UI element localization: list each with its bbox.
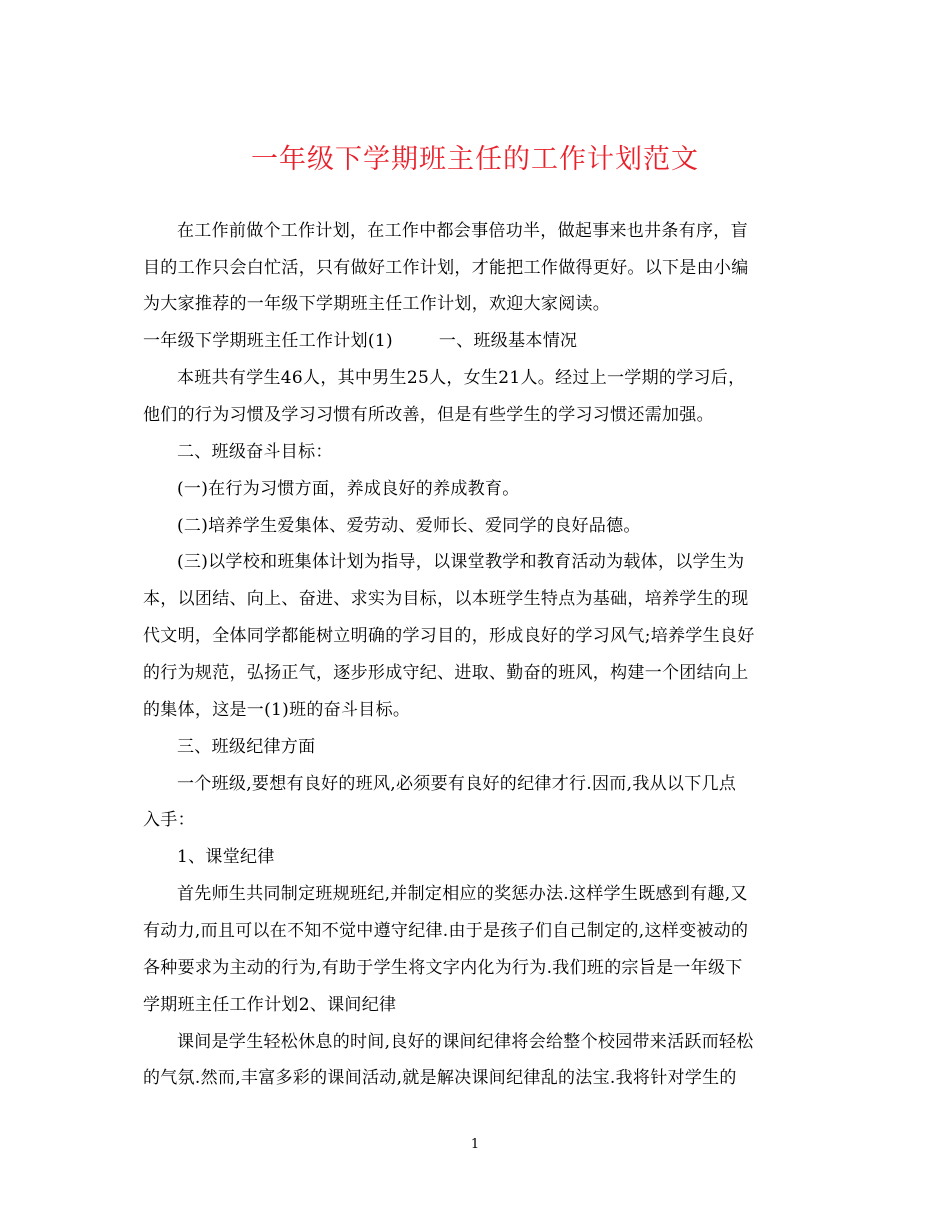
text-line: 的集体，这是一(1)班的奋斗目标。 — [143, 700, 411, 720]
text-line-heading — [143, 329, 577, 353]
text-line: 目的工作只会白忙活，只有做好工作计划，才能把工作做得更好。以下是由小编 — [143, 258, 749, 278]
section-heading: 1、课堂纪律 — [177, 847, 275, 867]
text-line: (一)在行为习惯方面，养成良好的养成教育。 — [177, 479, 520, 499]
section-heading: 三、班级纪律方面 — [177, 737, 316, 757]
text-line: 一个班级,要想有良好的班风,必须要有良好的纪律才行.因而,我从以下几点 — [177, 774, 737, 794]
text-line: 本，以团结、向上、奋进、求实为目标，以本班学生特点为基础，培养学生的现 — [143, 589, 749, 609]
plan-subtitle: 一年级下学期班主任工作计划(1) — [143, 331, 393, 351]
text-line: 在工作前做个工作计划，在工作中都会事倍功半，做起事来也井条有序，盲 — [177, 221, 748, 241]
text-line: 各种要求为主动的行为,有助于学生将文字内化为行为.我们班的宗旨是一年级下 — [143, 958, 743, 978]
text-line: 本班共有学生46人，其中男生25人，女生21人。经过上一学期的学习后， — [177, 368, 746, 388]
text-line: (三)以学校和班集体计划为指导，以课堂教学和教育活动为载体，以学生为 — [177, 552, 745, 572]
text-line: 课间是学生轻松休息的时间,良好的课间纪律将会给整个校园带来活跃而轻松 — [177, 1032, 754, 1052]
text-line: 他们的行为习惯及学习习惯有所改善，但是有些学生的学习习惯还需加强。 — [143, 405, 714, 425]
text-line: 代文明，全体同学都能树立明确的学习目的，形成良好的学习风气;培养学生良好 — [143, 626, 755, 646]
text-line: 首先师生共同制定班规班纪,并制定相应的奖惩办法.这样学生既感到有趣,又 — [177, 884, 748, 904]
document-title: 一年级下学期班主任的工作计划范文 — [251, 144, 699, 175]
text-line: (二)培养学生爱集体、爱劳动、爱师长、爱同学的良好品德。 — [177, 516, 641, 536]
section-heading: 二、班级奋斗目标： — [177, 442, 333, 462]
text-line: 的行为规范，弘扬正气，逐步形成守纪、进取、勤奋的班风，构建一个团结向上 — [143, 663, 749, 683]
page-number: 1 — [470, 1137, 480, 1152]
section-heading: 一、班级基本情况 — [438, 331, 578, 351]
text-line: 学期班主任工作计划2、课间纪律 — [143, 995, 397, 1015]
text-line: 的气氛.然而,丰富多彩的课间活动,就是解决课间纪律乱的法宝.我将针对学生的 — [143, 1068, 737, 1088]
text-line: 入手： — [143, 810, 195, 830]
text-line: 有动力,而且可以在不知不觉中遵守纪律.由于是孩子们自己制定的,这样变被动的 — [143, 921, 749, 941]
text-line: 为大家推荐的一年级下学期班主任工作计划，欢迎大家阅读。 — [143, 294, 611, 314]
